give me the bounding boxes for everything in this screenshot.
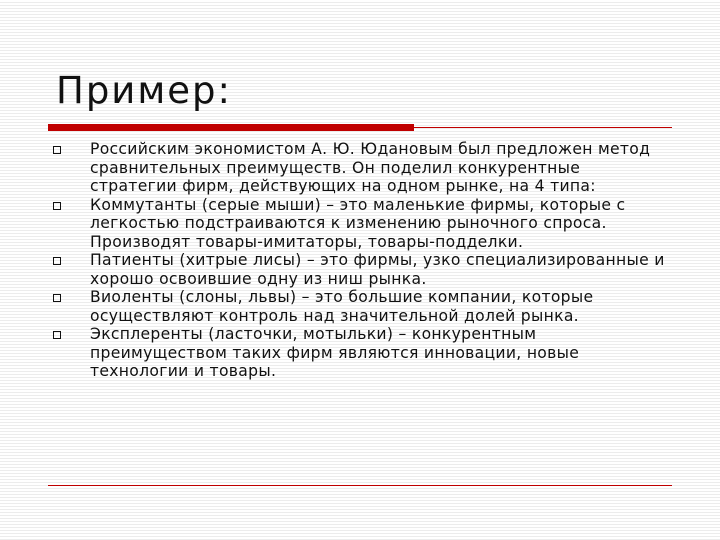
bullet-list xyxy=(52,140,672,381)
title-underline-thick-segment xyxy=(48,124,414,131)
bullet-text: Патиенты (хитрые лисы) – это фирмы, узко специализированные и хорошо освоившие одну из ниш рынка. xyxy=(90,251,665,288)
hollow-square-bullet-icon xyxy=(53,331,61,339)
bullet-text: Российским экономистом А. Ю. Юдановым был предложен метод сравнительных преимуществ. Он поделил конкурентные стратегии фирм, действующих на одном рынке, на 4 типа: xyxy=(90,140,651,195)
title-underline xyxy=(48,124,672,131)
footer-divider xyxy=(48,485,672,486)
bullet-text: Коммутанты (серые мыши) – это маленькие фирмы, которые с легкостью подстраиваются к изменению рыночного спроса. Производят товары-имитаторы, товары-подделки. xyxy=(90,195,626,251)
bullet-item xyxy=(52,196,672,252)
bullet-item xyxy=(52,251,672,288)
hollow-square-bullet-icon xyxy=(53,294,61,302)
bullet-item xyxy=(52,288,672,325)
hollow-square-bullet-icon xyxy=(53,257,61,265)
title-underline-thin-segment xyxy=(414,127,672,128)
hollow-square-bullet-icon xyxy=(53,202,61,210)
bullet-item xyxy=(52,325,672,381)
slide-title: Пример: xyxy=(56,69,232,112)
bullet-text: Виоленты (слоны, львы) – это большие компании, которые осуществляют контроль над значительной долей рынка. xyxy=(90,288,594,325)
hollow-square-bullet-icon xyxy=(53,146,61,154)
bullet-text: Эксплеренты (ласточки, мотыльки) – конкурентным преимуществом таких фирм являются инновации, новые технологии и товары. xyxy=(90,325,580,380)
bullet-item xyxy=(52,140,672,196)
